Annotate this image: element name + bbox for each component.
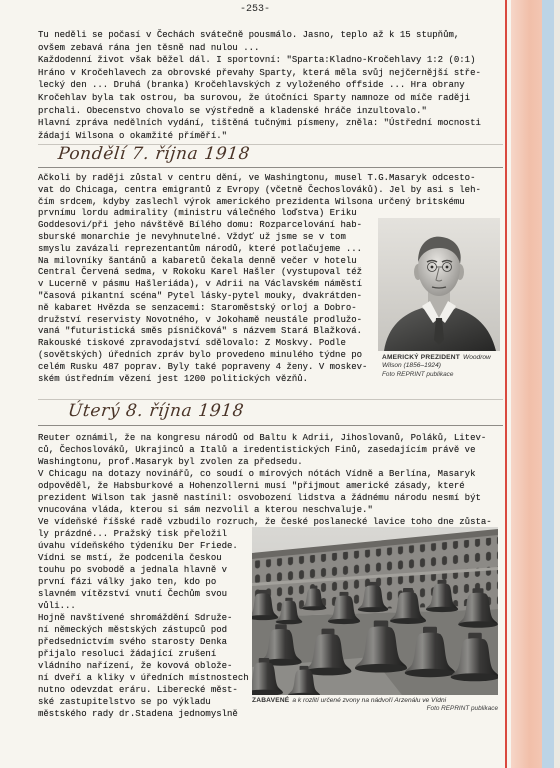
text-line: vnucována vláda, kterou si sám nezvolil a kterou neschvaluje." bbox=[38, 505, 373, 515]
text-line: lecký den ... Druhá (branka) Kročehlavských z vyloženého offside ... Hra obrany bbox=[38, 80, 465, 91]
bells-figure bbox=[252, 527, 498, 719]
confiscated-bells-photo bbox=[252, 527, 498, 695]
text-line: Ve vídeňské říšské radě vzbudilo rozruch, že české poslanecké lavice toho dne zůsta- bbox=[38, 517, 492, 527]
text-line: "časová pikantní scéna" Pytel lásky-pytel mouky, dvakrátden- bbox=[38, 290, 363, 301]
text-line: Reuter oznámil, že na kongresu národů od Baltu k Adrii, Jihoslovanů, Poláků, Litev- bbox=[38, 433, 487, 443]
wilson-photo-caption bbox=[378, 351, 500, 371]
text-line: Rakouské tiskové zpravodajství sdělovalo: Z Moskvy. Podle bbox=[38, 338, 346, 349]
text-line: Každodenní život však běžel dál. I sportovní: "Sparta:Kladno-Kročehlavy 1:2 (0:1) bbox=[38, 55, 476, 66]
page-edge bbox=[554, 0, 560, 768]
text-line: (sovětských) úředních zpráv bylo provedeno minulého týdne po bbox=[38, 349, 363, 360]
heading-rule bbox=[38, 425, 503, 426]
text-line: smyslu zavázali reprezentantům národů, které potlačujeme ... bbox=[38, 243, 363, 254]
text-line: Washingtonu, prof.Masaryk byl zvolen za předsedu. bbox=[38, 457, 303, 467]
text-line: první fázi války jako ten, kdo po bbox=[38, 577, 217, 587]
text-line: V Chicagu na dotazy novinářů, co soudí o mírových nótách Vídně a Berlína, Masaryk bbox=[38, 469, 476, 479]
text-line: prezident Wilson tak jasně nastínil: osvobození lidstva a žádnému národu nesmí být bbox=[38, 493, 481, 503]
text-line: úvahu vídeňského týdeníku Der Friede. bbox=[38, 541, 238, 551]
text-line: touhu po svobodě a jednala hlavně v bbox=[38, 565, 228, 575]
text-line: Central Červená sedma, v Rokoku Karel Hašler (vystupoval též bbox=[38, 267, 363, 278]
bells-photo-caption bbox=[252, 695, 498, 705]
monday-heading: Pondělí 7. října 1918 bbox=[56, 144, 252, 164]
wilson-portrait-figure bbox=[378, 218, 500, 388]
text-line: ské zastupitelstvo se po výkladu bbox=[38, 697, 211, 707]
page-edge-pink bbox=[511, 0, 542, 768]
text-line: městského rady dr.Stadena jednomyslně bbox=[38, 709, 238, 719]
page-number: -253- bbox=[239, 4, 270, 15]
text-line: ském ústředním vězení jest 1200 politických vězňů. bbox=[38, 373, 309, 384]
heading-rule bbox=[38, 167, 503, 168]
text-line: Ačkoli by raději zůstal v centru dění, ve Washingtonu, musel T.G.Masaryk odcesto- bbox=[38, 173, 476, 183]
text-line: Hlavní zpráva nedělních vydání, tištěná tučnými písmeny, zněla: "Ústřední mocnosti bbox=[38, 118, 481, 129]
text-line: vládního nařízení, že kovová oblože- bbox=[38, 661, 233, 671]
page-edge-blue bbox=[542, 0, 554, 768]
text-line: slavném vítězství vnutí Čechům svou bbox=[38, 589, 228, 599]
text-line: Vídni se mstí, že podcenila českou bbox=[38, 553, 222, 563]
text-line: čím srdcem, kdyby zaslechl výrok amerického prezidenta Wilsona určený britskému bbox=[38, 196, 465, 207]
text-line: ovšem zebavá rána jen těsně nad nulou ... bbox=[38, 42, 260, 53]
intro-block bbox=[38, 29, 481, 142]
text-line: Hráno v Kročehlavech za obrovské převahy Sparty, která měla svůj nejčernější stře- bbox=[38, 67, 481, 78]
caption-title: AMERICKÝ PREZIDENT bbox=[382, 354, 460, 361]
red-margin-line bbox=[505, 0, 507, 768]
text-line: celém Rusku 487 poprav. Byly také popraveny 4 ženy. V moskev- bbox=[38, 361, 368, 372]
wilson-portrait-photo bbox=[378, 218, 500, 351]
text-line: vaná "futuristická směs písničková" s názvem Stará Blažková. bbox=[38, 326, 363, 337]
text-line: ní německých městských zástupců pod bbox=[38, 625, 228, 635]
text-line: nutno odevzdat eráru. Liberecké měst- bbox=[38, 685, 238, 695]
text-line: prchali. Obecenstvo chovalo se výstředně a kladenské hráče inzultovalo." bbox=[38, 105, 427, 116]
text-line: vat do Chicaga, centra emigrantů z Evropy (včetně Čechoslováků). Jel by asi s leh- bbox=[38, 184, 481, 195]
caption-text: a k rozlití určené zvony na nádvoří Arzenálu ve Vídni bbox=[292, 697, 447, 704]
text-line: ců, Čechoslováků, Ukrajinců a Italů a iredentistických Finů, zasedajícím právě ve bbox=[38, 445, 476, 455]
caption-title: ZABAVENÉ bbox=[252, 697, 290, 704]
text-line: Kročehlav byla tak ostrou, ba surovou, že útočníci Sparty namnoze od míče raději bbox=[38, 92, 471, 103]
text-line: žádají Wilsona o okamžité příměří." bbox=[38, 130, 228, 141]
text-line: ní dveří a kliky v úředních místnostech bbox=[38, 673, 249, 683]
photo-credit: Foto REPRINT publikace bbox=[426, 705, 498, 713]
text-line: Hojně navštívené shromáždění Sdruže- bbox=[38, 613, 233, 623]
text-line: přijalo resoluci žádající zrušení bbox=[38, 649, 217, 659]
caption-text: Woodrow Wilson (1856–1924) bbox=[382, 354, 491, 370]
photo-credit: Foto REPRINT publikace bbox=[382, 370, 454, 378]
tuesday-heading: Úterý 8. října 1918 bbox=[66, 401, 246, 421]
text-line: prvnímu lordu admirality (ministru válečného loďstva) Eriku bbox=[38, 208, 357, 219]
text-line: Goddesovi/při jeho návštěvě Bílého domu: Rozparcelování hab- bbox=[38, 220, 363, 231]
text-line: sburské monarchie je nevyhnutelné. Vždyť už jsme se v tom bbox=[38, 231, 346, 242]
text-line: v Lucerně v pásmu Hašleriáda), v Adrii na Václavském náměstí bbox=[38, 279, 363, 290]
text-line: předsednictvím svého starosty Denka bbox=[38, 637, 228, 647]
text-line: odpověděl, že Habsburkové a Hohenzollerni musí "přijmout americké zásady, které bbox=[38, 481, 465, 491]
text-line: ly prázdné... Pražský tisk přeložil bbox=[38, 529, 228, 539]
text-line: vůli... bbox=[38, 601, 76, 611]
text-line: družství reservisty Novotného, v Jokohamě neustále prodlužo- bbox=[38, 314, 363, 325]
text-line: Na milovníky šantánů a kabaretů čekala denně večer v hotelu bbox=[38, 255, 357, 266]
text-line: Tu neděli se počasí v Čechách svátečně pousmálo. Jasno, teplo až k 15 stupňům, bbox=[38, 30, 460, 40]
text-line: ně kabaret Hvězda se senzacemi: Staroměstský orloj a Dobro- bbox=[38, 302, 357, 313]
